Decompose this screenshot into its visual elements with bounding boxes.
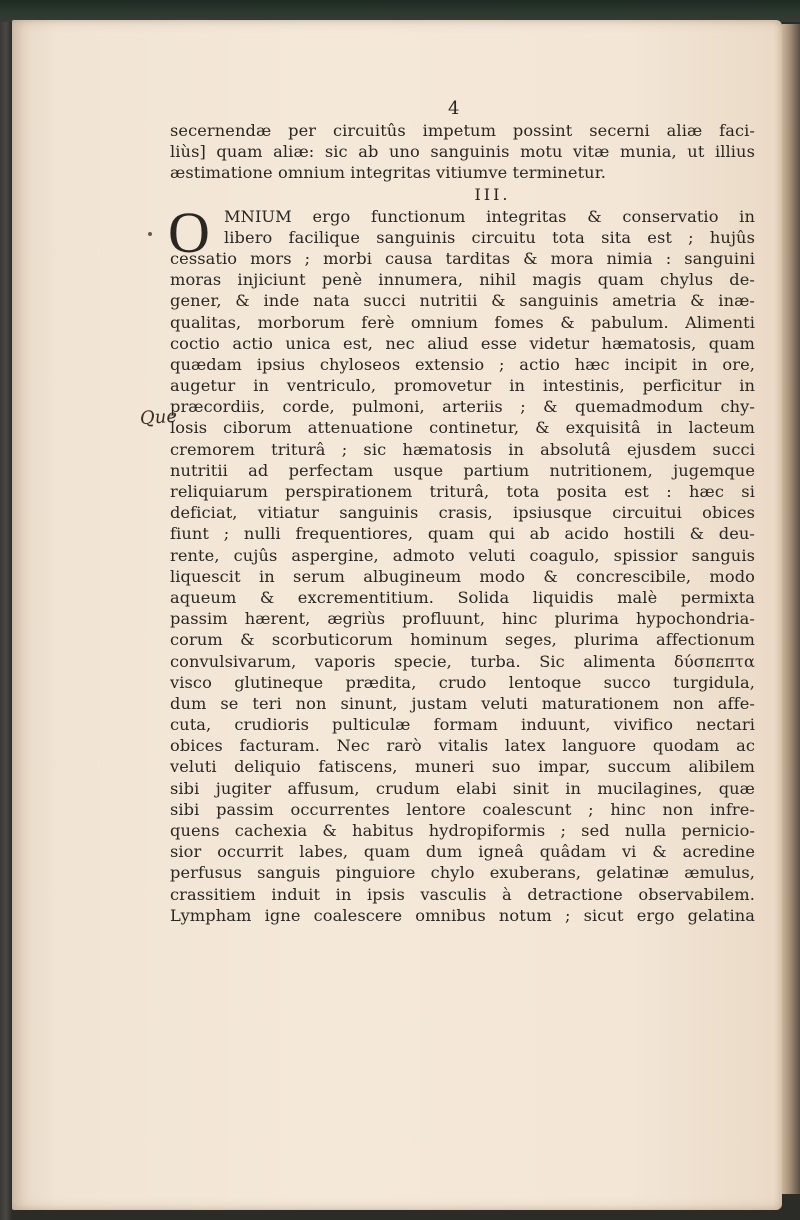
text-line: veluti deliquio fatiscens, muneri suo impar, succum alibilem <box>170 757 755 777</box>
text-line: dum se teri non sinunt, justam veluti maturationem non affe- <box>170 693 755 713</box>
text-line: gener, & inde nata succi nutritii & sanguinis ametria & inæ- <box>170 291 755 311</box>
text-line: MNIUM ergo functionum integritas & conservatio in <box>224 206 755 226</box>
text-line: libero facilique sanguinis circuitu tota sita est ; hujûs <box>224 227 755 247</box>
text-line: nutritii ad perfectam usque partium nutritionem, jugemque <box>170 460 755 480</box>
text-line: Lympham igne coalescere omnibus notum ; sicut ergo gelatina <box>170 905 755 925</box>
text-line: corum & scorbuticorum hominum seges, plurima affectionum <box>170 630 755 650</box>
text-line: liquescit in serum albugineum modo & concrescibile, modo <box>170 566 755 586</box>
text-line: moras injiciunt penè innumera, nihil magis quam chylus de- <box>170 270 755 290</box>
page-number: 4 <box>448 98 460 119</box>
text-line: coctio actio unica est, nec aliud esse videtur hæmatosis, quam <box>170 333 755 353</box>
text-line: quædam ipsius chyloseos extensio ; actio hæc incipit in ore, <box>170 354 755 374</box>
text-line: sibi jugiter affusum, crudum elabi sinit in mucilagines, quæ <box>170 778 755 798</box>
text-line: passim hærent, ægriùs profluunt, hinc plurima hypochondria- <box>170 609 755 629</box>
text-line: liùs] quam aliæ: sic ab uno sanguinis motu vitæ munia, ut illius <box>170 142 755 162</box>
text-line: præcordiis, corde, pulmoni, arteriis ; & quemadmodum chy- <box>170 397 755 417</box>
text-line: aqueum & excrementitium. Solida liquidis malè permixta <box>170 587 755 607</box>
text-line: convulsivarum, vaporis specie, turba. Sic alimenta δύσπεπτα <box>170 651 755 671</box>
margin-dot <box>148 232 152 236</box>
text-line: visco glutineque prædita, crudo lentoque succo turgidula, <box>170 672 755 692</box>
text-line: cuta, crudioris pulticulæ formam induunt, vivifico nectari <box>170 715 755 735</box>
text-line: quens cachexia & habitus hydropiformis ; sed nulla pernicio- <box>170 821 755 840</box>
text-line: deficiat, vitiatur sanguinis crasis, ipsiusque circuitui obices <box>170 503 755 523</box>
text-line: sior occurrit labes, quam dum igneâ quâdam vi & acredine <box>170 842 755 862</box>
text-line: æstimatione omnium integritas vitiumve terminetur. <box>170 163 607 183</box>
text-line: reliquiarum perspirationem triturâ, tota posita est : hæc si <box>170 482 755 501</box>
text-line: cremorem triturâ ; sic hæmatosis in absolutâ ejusdem succi <box>170 439 755 459</box>
text-line: augetur in ventriculo, promovetur in intestinis, perficitur in <box>170 376 755 396</box>
text-line: cessatio mors ; morbi causa tarditas & mora nimia : sanguini <box>170 248 755 268</box>
text-line: fiunt ; nulli frequentiores, quam qui ab acido hostili & deu- <box>170 524 755 544</box>
text-line: sibi passim occurrentes lentore coalescunt ; hinc non infre- <box>170 799 755 819</box>
book-cover-top <box>0 0 800 22</box>
section-heading: III. <box>474 184 511 204</box>
text-line: rente, cujûs aspergine, admoto veluti coagulo, spissior sanguis <box>170 545 755 565</box>
text-block <box>170 98 755 926</box>
text-line: qualitas, morborum ferè omnium fomes & pabulum. Alimenti <box>170 312 755 332</box>
text-line: obices facturam. Nec rarò vitalis latex languore quodam ac <box>170 736 755 756</box>
margin-annotation: Que <box>139 405 178 430</box>
text-line: crassitiem induit in ipsis vasculis à detractione observabilem. <box>170 884 755 904</box>
text-line: perfusus sanguis pinguiore chylo exuberans, gelatinæ æmulus, <box>170 863 755 883</box>
text-line: losis ciborum attenuatione continetur, & exquisitâ in lacteum <box>170 418 755 438</box>
page-stack-edge <box>782 24 800 1194</box>
text-line: secernendæ per circuitûs impetum possint secerni aliæ faci- <box>170 121 755 140</box>
drop-cap: O <box>168 199 210 265</box>
